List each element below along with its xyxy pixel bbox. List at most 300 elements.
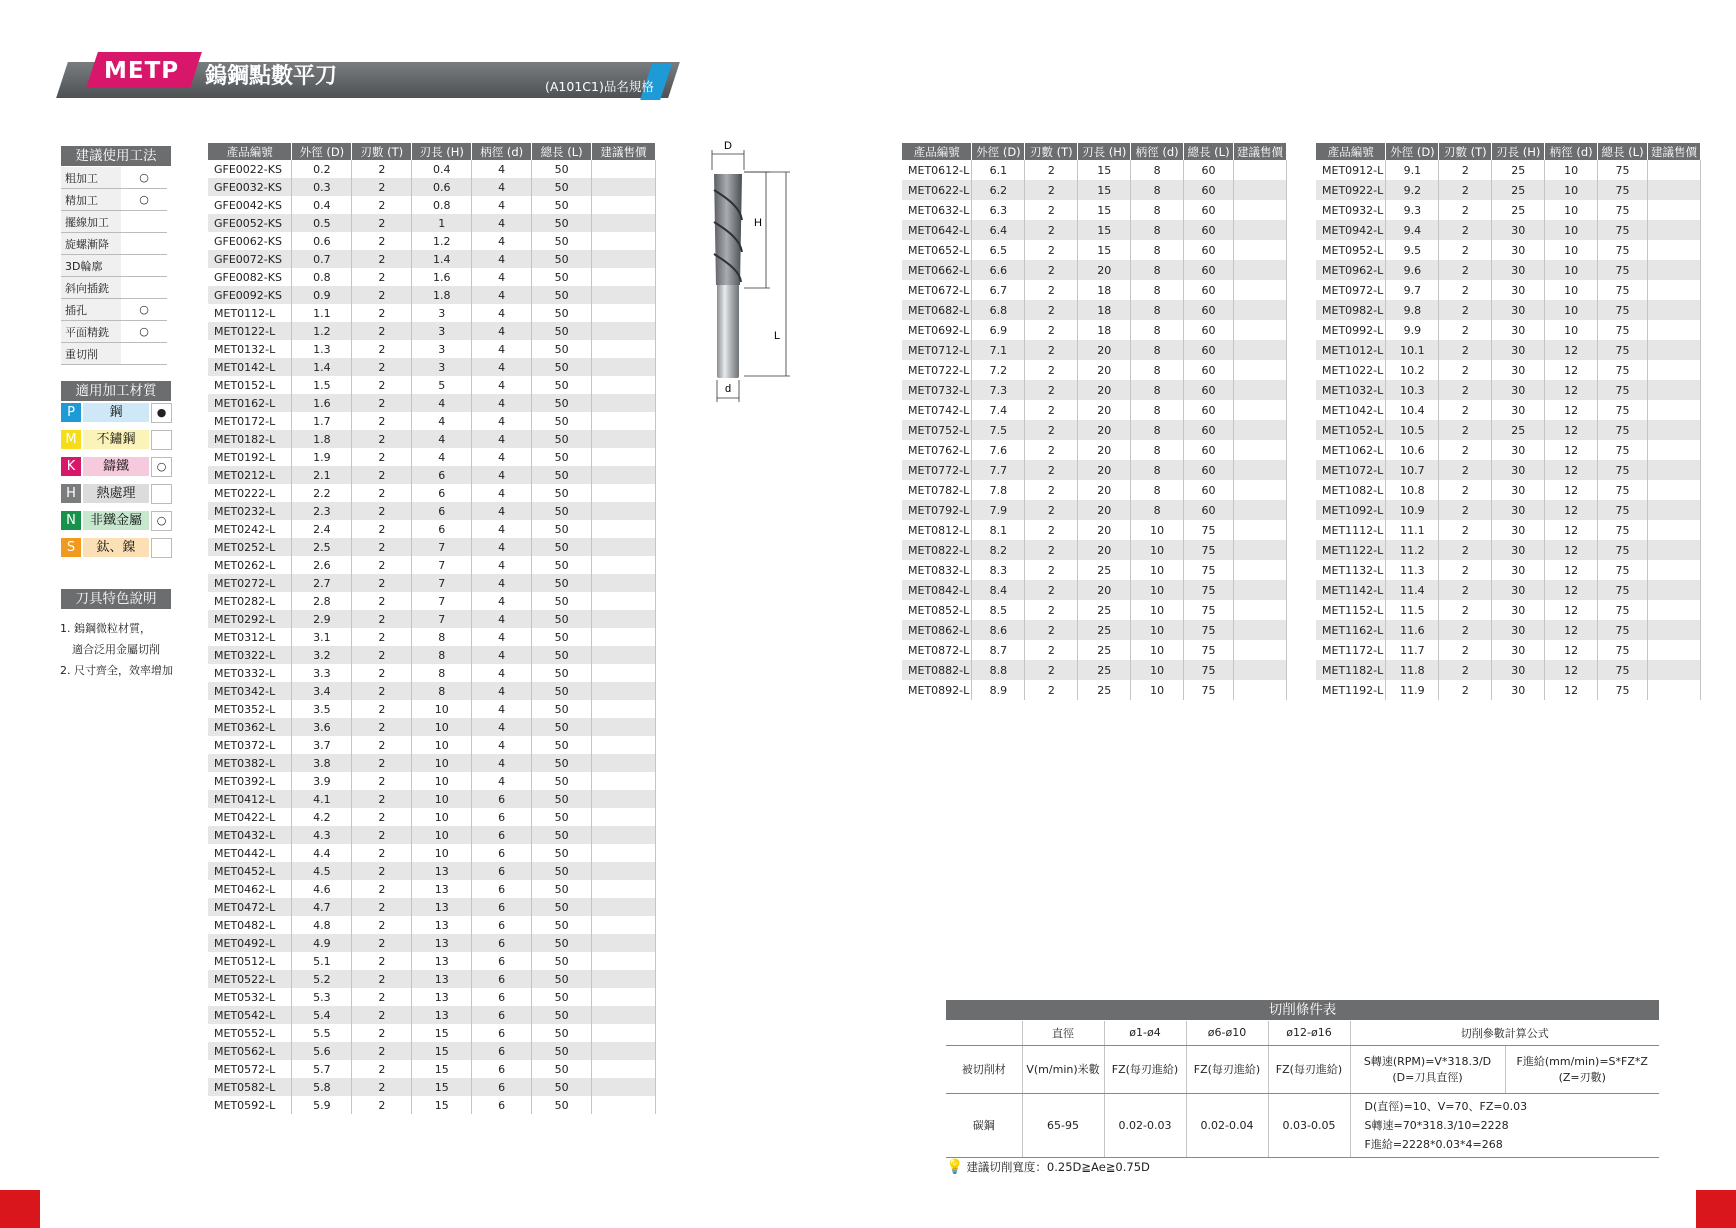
spec-cell: 2: [352, 916, 412, 934]
spec-cell: 2: [1439, 400, 1492, 420]
table-row: [902, 500, 1287, 520]
table-row: [1316, 620, 1701, 640]
material-row: [61, 484, 171, 503]
spec-cell: 0.4: [292, 196, 352, 214]
spec-cell: 3.4: [292, 682, 352, 700]
table-row: [208, 970, 656, 988]
spec-cell: 12: [1545, 480, 1598, 500]
spec-cell: 2.3: [292, 502, 352, 520]
price-cell: [592, 412, 656, 430]
table-row: [208, 934, 656, 952]
product-code: MET1042-L: [1316, 400, 1386, 420]
spec-cell: 2: [1025, 200, 1078, 220]
method-row: [61, 321, 167, 343]
cut-head-range3: ø12-ø16: [1268, 1021, 1350, 1045]
spec-cell: 50: [532, 790, 592, 808]
product-code: MET0232-L: [208, 502, 292, 520]
spec-cell: 4: [472, 556, 532, 574]
table-row: [1316, 460, 1701, 480]
spec-cell: 75: [1184, 540, 1234, 560]
spec-cell: 8: [1131, 220, 1184, 240]
spec-cell: 9.9: [1386, 320, 1439, 340]
column-header: 外徑 (D): [972, 143, 1025, 160]
spec-cell: 6: [472, 790, 532, 808]
spec-cell: 30: [1492, 300, 1545, 320]
spec-cell: 1.3: [292, 340, 352, 358]
spec-cell: 2: [352, 808, 412, 826]
table-row: [1316, 520, 1701, 540]
spec-cell: 2: [1025, 680, 1078, 700]
spec-cell: 2: [352, 1078, 412, 1096]
spec-cell: 75: [1598, 380, 1648, 400]
spec-cell: 6.3: [972, 200, 1025, 220]
method-mark: ○: [121, 167, 167, 189]
product-code: GFE0042-KS: [208, 196, 292, 214]
cut-fz-label-1: FZ(每刃進給): [1104, 1045, 1186, 1093]
spec-cell: 25: [1078, 680, 1131, 700]
table-row: [902, 660, 1287, 680]
product-code: MET0332-L: [208, 664, 292, 682]
product-code: MET0512-L: [208, 952, 292, 970]
column-header: 建議售價: [1234, 143, 1287, 160]
spec-cell: 50: [532, 196, 592, 214]
price-cell: [592, 286, 656, 304]
spec-cell: 50: [532, 358, 592, 376]
price-cell: [1234, 300, 1287, 320]
table-row: [1316, 440, 1701, 460]
spec-cell: 9.6: [1386, 260, 1439, 280]
spec-cell: 10: [1131, 580, 1184, 600]
spec-cell: 50: [532, 844, 592, 862]
spec-cell: 2: [1025, 280, 1078, 300]
price-cell: [592, 970, 656, 988]
page-corner-right: [1696, 1190, 1736, 1228]
spec-cell: 2: [1025, 300, 1078, 320]
spec-cell: 6: [472, 916, 532, 934]
spec-cell: 15: [412, 1096, 472, 1114]
price-cell: [592, 502, 656, 520]
product-code: MET1072-L: [1316, 460, 1386, 480]
spec-cell: 2: [1025, 520, 1078, 540]
product-code: MET0392-L: [208, 772, 292, 790]
material-code: N: [61, 511, 81, 530]
material-mark: ○: [151, 511, 172, 531]
table-row: [902, 460, 1287, 480]
price-cell: [1648, 620, 1701, 640]
price-cell: [1648, 160, 1701, 180]
spec-cell: 20: [1078, 380, 1131, 400]
table-row: [208, 1078, 656, 1096]
product-code: MET0372-L: [208, 736, 292, 754]
spec-cell: 30: [1492, 240, 1545, 260]
spec-cell: 7: [412, 574, 472, 592]
method-row: [61, 211, 167, 233]
spec-cell: 8: [412, 628, 472, 646]
method-row: [61, 189, 167, 211]
spec-cell: 8.1: [972, 520, 1025, 540]
product-code: MET0652-L: [902, 240, 972, 260]
material-name: 鑄鐵: [83, 457, 149, 476]
table-row: [208, 1042, 656, 1060]
spec-cell: 2: [352, 862, 412, 880]
table-row: [1316, 580, 1701, 600]
spec-cell: 2: [1439, 640, 1492, 660]
spec-cell: 6.9: [972, 320, 1025, 340]
product-code: MET0682-L: [902, 300, 972, 320]
spec-cell: 50: [532, 538, 592, 556]
spec-cell: 0.6: [412, 178, 472, 196]
spec-cell: 2: [352, 610, 412, 628]
spec-cell: 2: [1439, 580, 1492, 600]
product-code: MET0732-L: [902, 380, 972, 400]
spec-cell: 30: [1492, 340, 1545, 360]
product-code: MET1172-L: [1316, 640, 1386, 660]
product-code: GFE0022-KS: [208, 160, 292, 178]
spec-cell: 3: [412, 358, 472, 376]
spec-cell: 10: [1545, 240, 1598, 260]
spec-cell: 11.6: [1386, 620, 1439, 640]
spec-cell: 2.8: [292, 592, 352, 610]
spec-cell: 4: [472, 160, 532, 178]
table-row: [208, 448, 656, 466]
product-code: MET0412-L: [208, 790, 292, 808]
spec-cell: 30: [1492, 560, 1545, 580]
price-cell: [1234, 260, 1287, 280]
spec-cell: 20: [1078, 500, 1131, 520]
price-cell: [1234, 620, 1287, 640]
spec-cell: 1.2: [412, 232, 472, 250]
spec-cell: 11.3: [1386, 560, 1439, 580]
product-code: MET1112-L: [1316, 520, 1386, 540]
spec-cell: 6: [472, 1006, 532, 1024]
spec-cell: 1.6: [292, 394, 352, 412]
product-code: MET0922-L: [1316, 180, 1386, 200]
price-cell: [1648, 420, 1701, 440]
spec-cell: 8: [1131, 500, 1184, 520]
table-row: [902, 180, 1287, 200]
spec-cell: 11.1: [1386, 520, 1439, 540]
spec-cell: 2: [1439, 340, 1492, 360]
spec-cell: 1.8: [292, 430, 352, 448]
spec-cell: 10: [1131, 680, 1184, 700]
price-cell: [592, 574, 656, 592]
spec-cell: 30: [1492, 400, 1545, 420]
spec-cell: 75: [1598, 440, 1648, 460]
cut-corner: [946, 1021, 1022, 1045]
spec-cell: 2: [352, 412, 412, 430]
spec-cell: 12: [1545, 440, 1598, 460]
material-name: 熱處理: [83, 484, 149, 503]
spec-cell: 60: [1184, 300, 1234, 320]
spec-cell: 30: [1492, 600, 1545, 620]
price-cell: [1648, 580, 1701, 600]
spec-cell: 2: [1025, 660, 1078, 680]
spec-cell: 3.2: [292, 646, 352, 664]
spec-cell: 50: [532, 808, 592, 826]
spec-cell: 2: [352, 826, 412, 844]
price-cell: [1234, 440, 1287, 460]
product-code: MET1022-L: [1316, 360, 1386, 380]
spec-cell: 2: [1439, 440, 1492, 460]
spec-cell: 20: [1078, 520, 1131, 540]
spec-cell: 2: [352, 520, 412, 538]
spec-cell: 2: [352, 574, 412, 592]
spec-cell: 8: [1131, 480, 1184, 500]
spec-cell: 12: [1545, 660, 1598, 680]
product-code: MET0292-L: [208, 610, 292, 628]
spec-cell: 9.2: [1386, 180, 1439, 200]
spec-cell: 10: [1545, 300, 1598, 320]
spec-cell: 2: [352, 1042, 412, 1060]
spec-cell: 60: [1184, 320, 1234, 340]
spec-cell: 10: [1131, 660, 1184, 680]
method-row: [61, 167, 167, 189]
cut-f-formula: F進給(mm/min)=S*FZ*Z (Z=刃數): [1505, 1045, 1659, 1093]
table-row: [208, 682, 656, 700]
table-row: [1316, 300, 1701, 320]
spec-cell: 50: [532, 466, 592, 484]
spec-cell: 30: [1492, 520, 1545, 540]
spec-cell: 15: [1078, 200, 1131, 220]
features-heading: 刀具特色說明: [61, 589, 171, 609]
spec-cell: 75: [1598, 400, 1648, 420]
table-row: [1316, 360, 1701, 380]
spec-table-b: [902, 143, 1287, 700]
product-code: MET1122-L: [1316, 540, 1386, 560]
spec-cell: 50: [532, 664, 592, 682]
spec-cell: 2: [352, 790, 412, 808]
spec-cell: 2: [1439, 500, 1492, 520]
spec-cell: 9.4: [1386, 220, 1439, 240]
spec-cell: 2: [1439, 480, 1492, 500]
spec-cell: 6: [472, 808, 532, 826]
product-code: MET0482-L: [208, 916, 292, 934]
table-row: [1316, 320, 1701, 340]
product-code: MET0382-L: [208, 754, 292, 772]
spec-cell: 10: [412, 718, 472, 736]
dim-L: L: [774, 330, 781, 342]
method-name: 旋螺漸降: [61, 233, 121, 255]
spec-cell: 75: [1598, 180, 1648, 200]
spec-cell: 30: [1492, 320, 1545, 340]
spec-cell: 18: [1078, 280, 1131, 300]
spec-cell: 8: [1131, 300, 1184, 320]
table-row: [208, 196, 656, 214]
spec-cell: 2.2: [292, 484, 352, 502]
spec-cell: 7: [412, 610, 472, 628]
cut-head-diameter: 直徑: [1022, 1021, 1104, 1045]
cut-s-formula: S轉速(RPM)=V*318.3/D (D=刀具直徑): [1350, 1045, 1505, 1093]
spec-cell: 10: [412, 844, 472, 862]
spec-cell: 2: [352, 1024, 412, 1042]
column-header: 產品編號: [902, 143, 972, 160]
spec-cell: 12: [1545, 420, 1598, 440]
price-cell: [1648, 260, 1701, 280]
product-code: MET0242-L: [208, 520, 292, 538]
table-row: [208, 610, 656, 628]
table-row: [902, 440, 1287, 460]
method-name: 粗加工: [61, 167, 121, 189]
spec-cell: 50: [532, 880, 592, 898]
material-row: [61, 538, 171, 557]
table-row: [902, 620, 1287, 640]
table-row: [208, 772, 656, 790]
spec-cell: 2: [352, 160, 412, 178]
spec-cell: 8: [1131, 440, 1184, 460]
column-header: 刃長 (H): [1492, 143, 1545, 160]
spec-cell: 6: [472, 970, 532, 988]
table-row: [208, 268, 656, 286]
table-row: [208, 502, 656, 520]
spec-cell: 2: [1439, 560, 1492, 580]
page-subtitle: (A101C1)品名規格: [545, 79, 654, 94]
spec-cell: 2.1: [292, 466, 352, 484]
product-code: GFE0062-KS: [208, 232, 292, 250]
spec-cell: 7.6: [972, 440, 1025, 460]
price-cell: [592, 790, 656, 808]
table-row: [1316, 480, 1701, 500]
product-code: MET0122-L: [208, 322, 292, 340]
material-row: [61, 430, 171, 449]
spec-cell: 75: [1598, 620, 1648, 640]
price-cell: [592, 376, 656, 394]
spec-cell: 30: [1492, 440, 1545, 460]
tool-shank: [717, 282, 739, 378]
spec-cell: 2: [1025, 260, 1078, 280]
spec-cell: 2: [1025, 380, 1078, 400]
product-code: MET0762-L: [902, 440, 972, 460]
spec-cell: 2: [352, 844, 412, 862]
spec-cell: 50: [532, 916, 592, 934]
spec-cell: 12: [1545, 520, 1598, 540]
spec-cell: 2: [352, 322, 412, 340]
spec-cell: 12: [1545, 460, 1598, 480]
spec-cell: 75: [1598, 340, 1648, 360]
product-code: MET0522-L: [208, 970, 292, 988]
method-mark: ○: [121, 321, 167, 343]
price-cell: [592, 898, 656, 916]
product-code: MET0772-L: [902, 460, 972, 480]
spec-cell: 10: [412, 736, 472, 754]
spec-cell: 2: [352, 340, 412, 358]
spec-cell: 50: [532, 448, 592, 466]
spec-cell: 60: [1184, 420, 1234, 440]
spec-cell: 30: [1492, 360, 1545, 380]
spec-cell: 2: [1025, 340, 1078, 360]
price-cell: [1648, 500, 1701, 520]
tool-flute: [714, 174, 742, 285]
price-cell: [1234, 360, 1287, 380]
column-header: 總長 (L): [532, 143, 592, 160]
spec-cell: 2: [1439, 360, 1492, 380]
spec-cell: 75: [1598, 160, 1648, 180]
spec-cell: 60: [1184, 380, 1234, 400]
spec-cell: 4: [472, 628, 532, 646]
spec-cell: 7.3: [972, 380, 1025, 400]
table-row: [208, 286, 656, 304]
product-code: MET0812-L: [902, 520, 972, 540]
spec-cell: 2: [352, 898, 412, 916]
product-code: MET1132-L: [1316, 560, 1386, 580]
spec-cell: 50: [532, 178, 592, 196]
price-cell: [592, 988, 656, 1006]
table-row: [208, 304, 656, 322]
cut-fz-label-2: FZ(每刃進給): [1186, 1045, 1268, 1093]
spec-cell: 9.3: [1386, 200, 1439, 220]
spec-cell: 75: [1184, 620, 1234, 640]
product-code: MET0582-L: [208, 1078, 292, 1096]
price-cell: [1648, 520, 1701, 540]
spec-cell: 75: [1184, 580, 1234, 600]
method-mark: ○: [121, 299, 167, 321]
column-header: 外徑 (D): [292, 143, 352, 160]
spec-cell: 50: [532, 430, 592, 448]
product-code: MET0262-L: [208, 556, 292, 574]
table-row: [208, 376, 656, 394]
spec-cell: 50: [532, 322, 592, 340]
product-code: MET0562-L: [208, 1042, 292, 1060]
spec-cell: 10.6: [1386, 440, 1439, 460]
product-code: GFE0072-KS: [208, 250, 292, 268]
table-row: [902, 340, 1287, 360]
spec-cell: 1: [412, 214, 472, 232]
spec-cell: 12: [1545, 500, 1598, 520]
spec-cell: 4: [472, 304, 532, 322]
table-row: [1316, 260, 1701, 280]
table-row: [208, 556, 656, 574]
price-cell: [592, 754, 656, 772]
price-cell: [592, 196, 656, 214]
spec-cell: 50: [532, 232, 592, 250]
spec-cell: 50: [532, 304, 592, 322]
spec-cell: 8: [1131, 260, 1184, 280]
spec-cell: 2: [352, 178, 412, 196]
table-row: [208, 214, 656, 232]
dim-D: D: [724, 140, 732, 152]
product-code: MET0132-L: [208, 340, 292, 358]
spec-cell: 10: [1131, 640, 1184, 660]
spec-cell: 2: [352, 1006, 412, 1024]
spec-cell: 4: [472, 250, 532, 268]
spec-cell: 50: [532, 268, 592, 286]
spec-cell: 4: [472, 358, 532, 376]
product-code: MET0422-L: [208, 808, 292, 826]
price-cell: [592, 952, 656, 970]
spec-cell: 20: [1078, 400, 1131, 420]
spec-cell: 8: [1131, 280, 1184, 300]
material-name: 鈦、鎳: [83, 538, 149, 557]
spec-cell: 75: [1598, 500, 1648, 520]
table-row: [1316, 660, 1701, 680]
spec-cell: 15: [1078, 240, 1131, 260]
spec-cell: 2: [352, 394, 412, 412]
method-name: 插孔: [61, 299, 121, 321]
spec-cell: 2: [352, 250, 412, 268]
product-code: MET0862-L: [902, 620, 972, 640]
material-name: 鋼: [83, 403, 149, 422]
spec-cell: 50: [532, 682, 592, 700]
spec-cell: 8.5: [972, 600, 1025, 620]
price-cell: [592, 1006, 656, 1024]
spec-cell: 30: [1492, 680, 1545, 700]
product-code: MET0492-L: [208, 934, 292, 952]
cut-example: D(直徑)=10、V=70、FZ=0.03 S轉速=70*318.3/10=2228 F進給=2228*0.03*4=268: [1350, 1093, 1659, 1157]
spec-cell: 15: [412, 1024, 472, 1042]
spec-cell: 2: [352, 286, 412, 304]
spec-cell: 2: [1025, 440, 1078, 460]
product-code: MET0742-L: [902, 400, 972, 420]
spec-cell: 10: [1131, 520, 1184, 540]
